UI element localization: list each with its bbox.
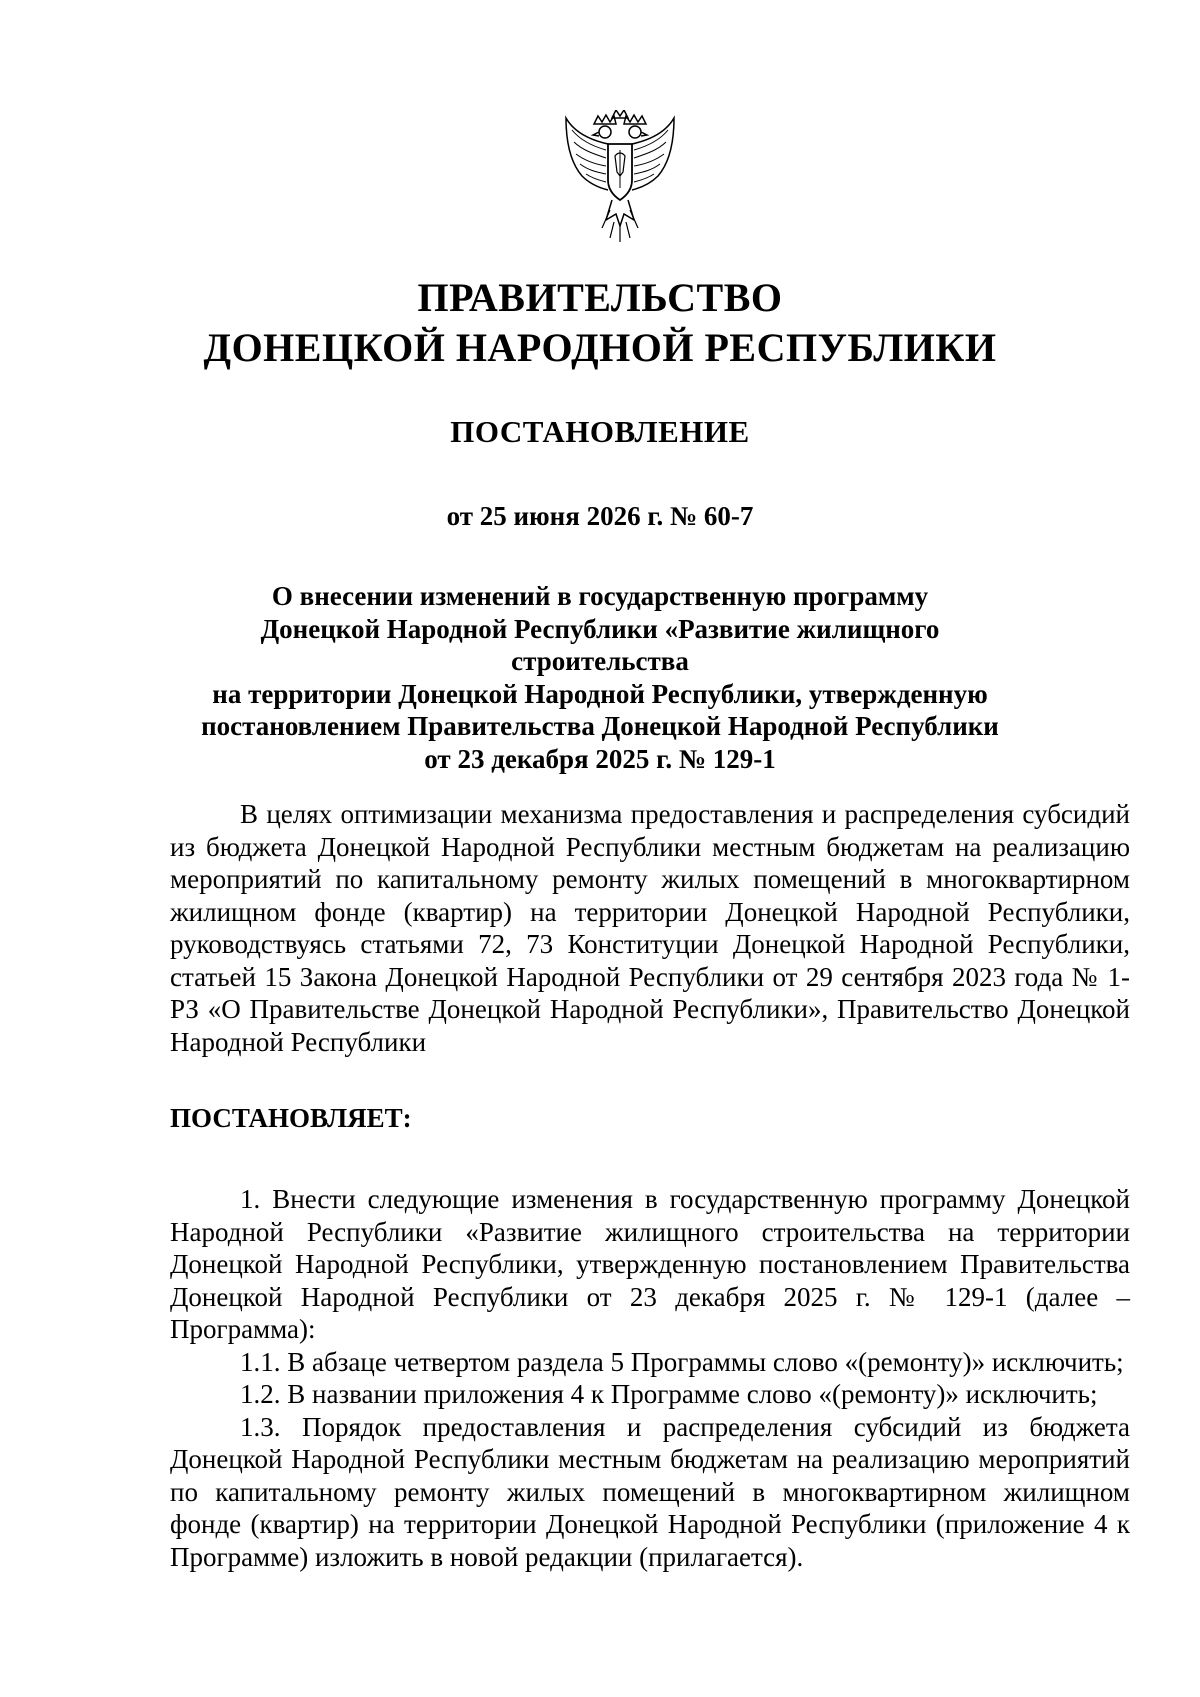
decree-word: ПОСТАНОВЛЯЕТ: [170,1103,412,1133]
subject-line: постановлением Правительства Донецкой Народной Республики [201,711,999,741]
authority-title-line2: ДОНЕЦКОЙ НАРОДНОЙ РЕСПУБЛИКИ [203,325,997,370]
coat-of-arms-icon [560,110,680,260]
subject-line: на территории Донецкой Народной Республики, утвержденную [212,678,988,709]
decree-item: 1.1. В абзаце четвертом раздела 5 Программы слово «(ремонту)» исключить; [240,1346,1124,1377]
subject-line: О внесении изменений в государственную программу [271,581,929,611]
preamble-paragraph: В целях оптимизации механизма предоставления и распределения субсидий из бюджета Донецкой Народной Республики местным бюджетам на реализацию мероприятий по капитальному ремонту жилых помещений в многоквартирном жилищном фонде (квартир) на территории Донецкой Народной Республики, руководствуясь статьями 72, 73 Конституции Донецкой Народной Республики, статьей 15 Закона Донецкой Народной Республики от 29 сентября 2023 года № 1-РЗ «О Правительстве Донецкой Народной Республики», Правительство Донецкой Народной Республики [170,799,1130,1057]
document-type: ПОСТАНОВЛЕНИЕ [450,414,750,449]
authority-title-line1: ПРАВИТЕЛЬСТВО [417,275,783,320]
document-subject [170,580,1030,775]
date-and-number: от 25 июня 2026 г. № 60-7 [446,501,754,531]
decree-item: 1. Внести следующие изменения в государственную программу Донецкой Народной Республики «Развитие жилищного строительства на территории Донецкой Народной Республики, утвержденную постановлением Правительства Донецкой Народной Республики от 23 декабря 2025 г. № 129-1 (далее – Программа): [170,1184,1130,1344]
decree-item: 1.3. Порядок предоставления и распределения субсидий из бюджета Донецкой Народной Республики местным бюджетам на реализацию мероприятий по капитальному ремонту жилых помещений в многоквартирном жилищном фонде (квартир) на территории Донецкой Народной Республики (приложение 4 к Программе) изложить в новой редакции (прилагается). [170,1411,1130,1572]
subject-line: от 23 декабря 2025 г. № 129-1 [424,743,776,774]
decree-items [170,1183,1130,1573]
subject-line: Донецкой Народной Республики «Развитие жилищного строительства [260,613,940,676]
decree-item: 1.2. В названии приложения 4 к Программе слово «(ремонту)» исключить; [240,1379,1098,1409]
